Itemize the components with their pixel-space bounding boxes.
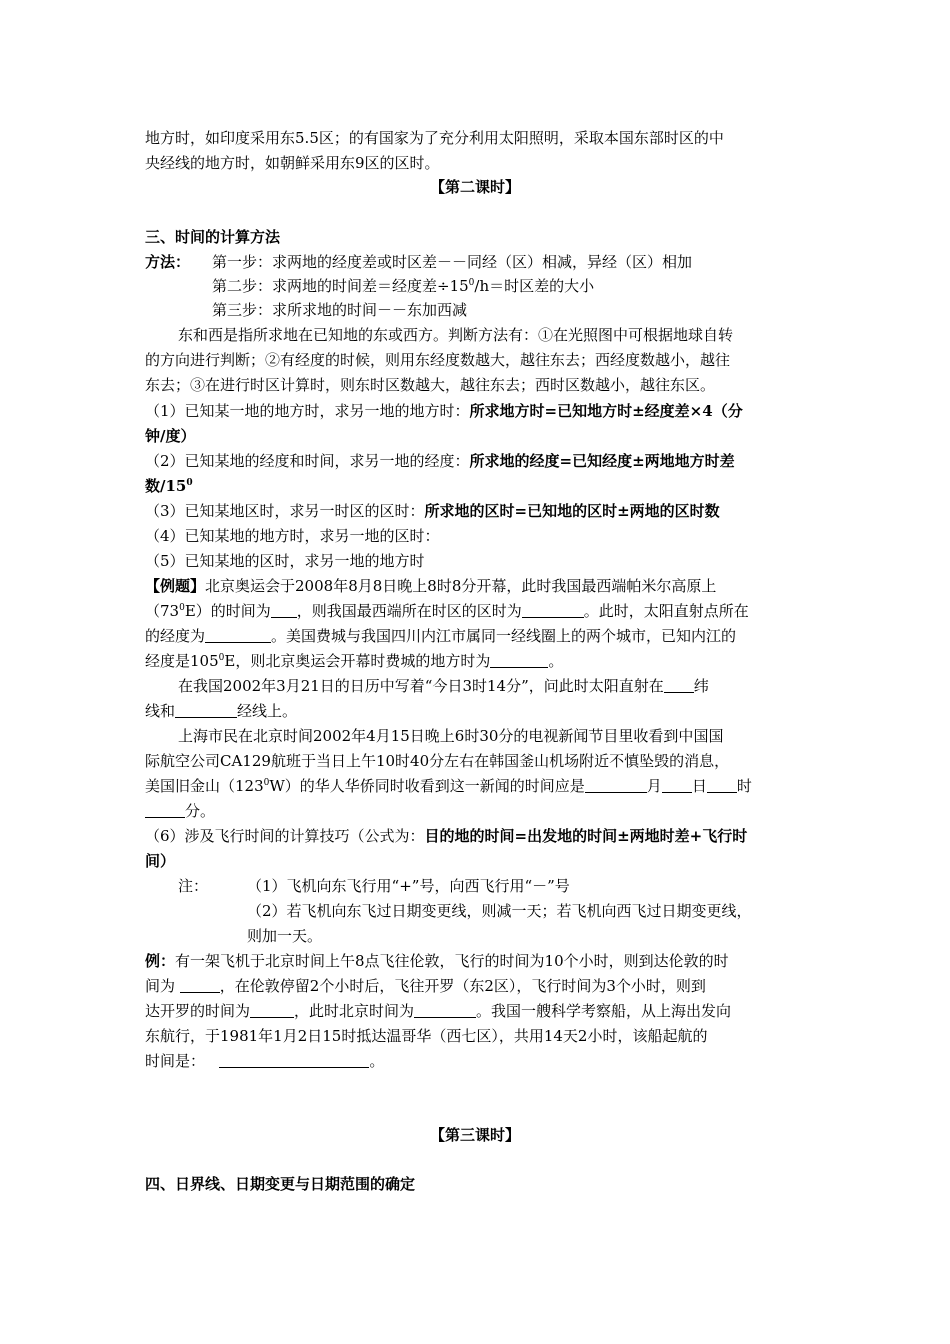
paragraph-line: 东和西是指所求地在已知地的东或西方。判断方法有：①在光照图中可根据地球自转 bbox=[178, 326, 734, 344]
question-line: 分。 bbox=[145, 801, 815, 821]
lesson-3-heading: 【第三课时】 bbox=[429, 1126, 520, 1144]
case-2: （2）已知某地的经度和时间，求另一地的经度：所求地的经度=已知经度±两地地方时差 bbox=[145, 452, 735, 470]
answer-blank[interactable] bbox=[219, 1053, 369, 1068]
example-line: 间为 ，在伦敦停留2个小时后，飞往开罗（东2区），飞行时间为3个小时，则到 bbox=[145, 977, 706, 995]
lesson-2-heading: 【第二课时】 bbox=[429, 178, 520, 196]
case-6-cont: 间） bbox=[145, 852, 176, 870]
question-line: 美国旧金山$(123^0W)$的华人华侨同时收看到这一新闻的时间应是 月 日 时 bbox=[145, 777, 752, 795]
case-3: （3）已知某地区时，求另一时区的区时：所求地的区时=已知地的区时±两地的区时数 bbox=[145, 502, 720, 520]
text-line: 地方时，如印度采用东5.5区；的有国家为了充分利用太阳照明，采取本国东部时区的中 bbox=[145, 129, 724, 147]
paragraph-line: 东去；③在进行时区计算时，则东时区数越大，越往东去；西时区数越小，越往东区。 bbox=[145, 376, 716, 394]
answer-blank[interactable] bbox=[662, 778, 692, 793]
example-line: 例：有一架飞机于北京时间上午8点飞往伦敦，飞行的时间为10个小时，则到达伦敦的时 bbox=[145, 952, 729, 970]
answer-blank[interactable] bbox=[180, 978, 220, 993]
case-6: （6）涉及飞行时间的计算技巧（公式为：目的地的时间=出发地的时间±两地时差+飞行时 bbox=[145, 827, 748, 845]
example-line: 达开罗的时间为 ，此时北京时间为 。我国一艘科学考察船，从上海出发向 bbox=[145, 1002, 732, 1020]
case-4: （4）已知某地的地方时，求另一地的区时： bbox=[145, 527, 440, 545]
section-3-heading: 三、时间的计算方法 bbox=[145, 228, 281, 246]
method-step-2: 第二步：求两地的时间差＝经度差$\div 15^0/h=$时区差的大小 bbox=[212, 277, 595, 295]
example-line: 东航行，于1981年1月2日15时抵达温哥华（西七区），共用14天2小时，该船起航的 bbox=[145, 1027, 708, 1045]
paragraph-line: 的方向进行判断；②有经度的时候，则用东经度数越大，越往东去；西经度数越小，越往 bbox=[145, 351, 731, 369]
answer-blank[interactable] bbox=[414, 1003, 476, 1018]
example-line: 时间是： 。 bbox=[145, 1052, 385, 1070]
note-2-cont: 则加一天。 bbox=[247, 927, 323, 945]
note-label: 注： bbox=[178, 877, 209, 895]
method-step-3: 第三步：求所求地的时间－－东加西减 bbox=[212, 301, 468, 319]
example-line: 经度是$105^0E$，则北京奥运会开幕时费城的地方时为 。 bbox=[145, 652, 564, 670]
question-line: 线和 经线上。 bbox=[145, 702, 298, 720]
note-1: （1）飞机向东飞行用“+”号，向西飞行用“－”号 bbox=[247, 877, 570, 895]
answer-blank[interactable] bbox=[205, 628, 271, 643]
question-line: 际航空公司CA129航班于当日上午10时40分左右在韩国釜山机场附近不慎坠毁的消息， bbox=[145, 752, 730, 770]
answer-blank[interactable] bbox=[145, 803, 185, 818]
method-step-1: 第一步：求两地的经度差或时区差－－同经（区）相减，异经（区）相加 bbox=[212, 253, 693, 271]
answer-blank[interactable] bbox=[522, 603, 584, 618]
example-line: 的经度为 。美国费城与我国四川内江市属同一经线圈上的两个城市，已知内江的 bbox=[145, 627, 737, 645]
example-line: 【例题】北京奥运会于2008年8月8日晚上8时8分开幕，此时我国最西端帕米尔高原上 bbox=[145, 577, 717, 595]
case-1-cont: 钟/度） bbox=[145, 427, 196, 445]
example-line: $(73^0E)$的时间为 ，则我国最西端所在时区的区时为 。此时，太阳直射点所在 bbox=[145, 602, 749, 620]
case-1: （1）已知某一地的地方时，求另一地的地方时：所求地方时=已知地方时±经度差×4（分 bbox=[145, 402, 743, 420]
answer-blank[interactable] bbox=[271, 603, 297, 618]
section-4-heading: 四、日界线、日期变更与日期范围的确定 bbox=[145, 1175, 416, 1193]
note-2: （2）若飞机向东飞过日期变更线，则减一天；若飞机向西飞过日期变更线， bbox=[247, 902, 752, 920]
answer-blank[interactable] bbox=[175, 703, 237, 718]
text-line: 央经线的地方时，如朝鲜采用东9区的区时。 bbox=[145, 154, 440, 172]
case-2-cont: 数$/15^0$ bbox=[145, 477, 193, 495]
answer-blank[interactable] bbox=[490, 653, 548, 668]
answer-blank[interactable] bbox=[250, 1003, 294, 1018]
answer-blank[interactable] bbox=[707, 778, 737, 793]
answer-blank[interactable] bbox=[664, 678, 694, 693]
answer-blank[interactable] bbox=[585, 778, 647, 793]
case-5: （5）已知某地的区时，求另一地的地方时 bbox=[145, 552, 425, 570]
question-line: 上海市民在北京时间2002年4月15日晚上6时30分的电视新闻节目里收看到中国国 bbox=[178, 727, 724, 745]
method-label: 方法： bbox=[145, 253, 191, 271]
question-line: 在我国2002年3月21日的日历中写着“今日3时14分”，问此时太阳直射在 纬 bbox=[178, 677, 709, 695]
